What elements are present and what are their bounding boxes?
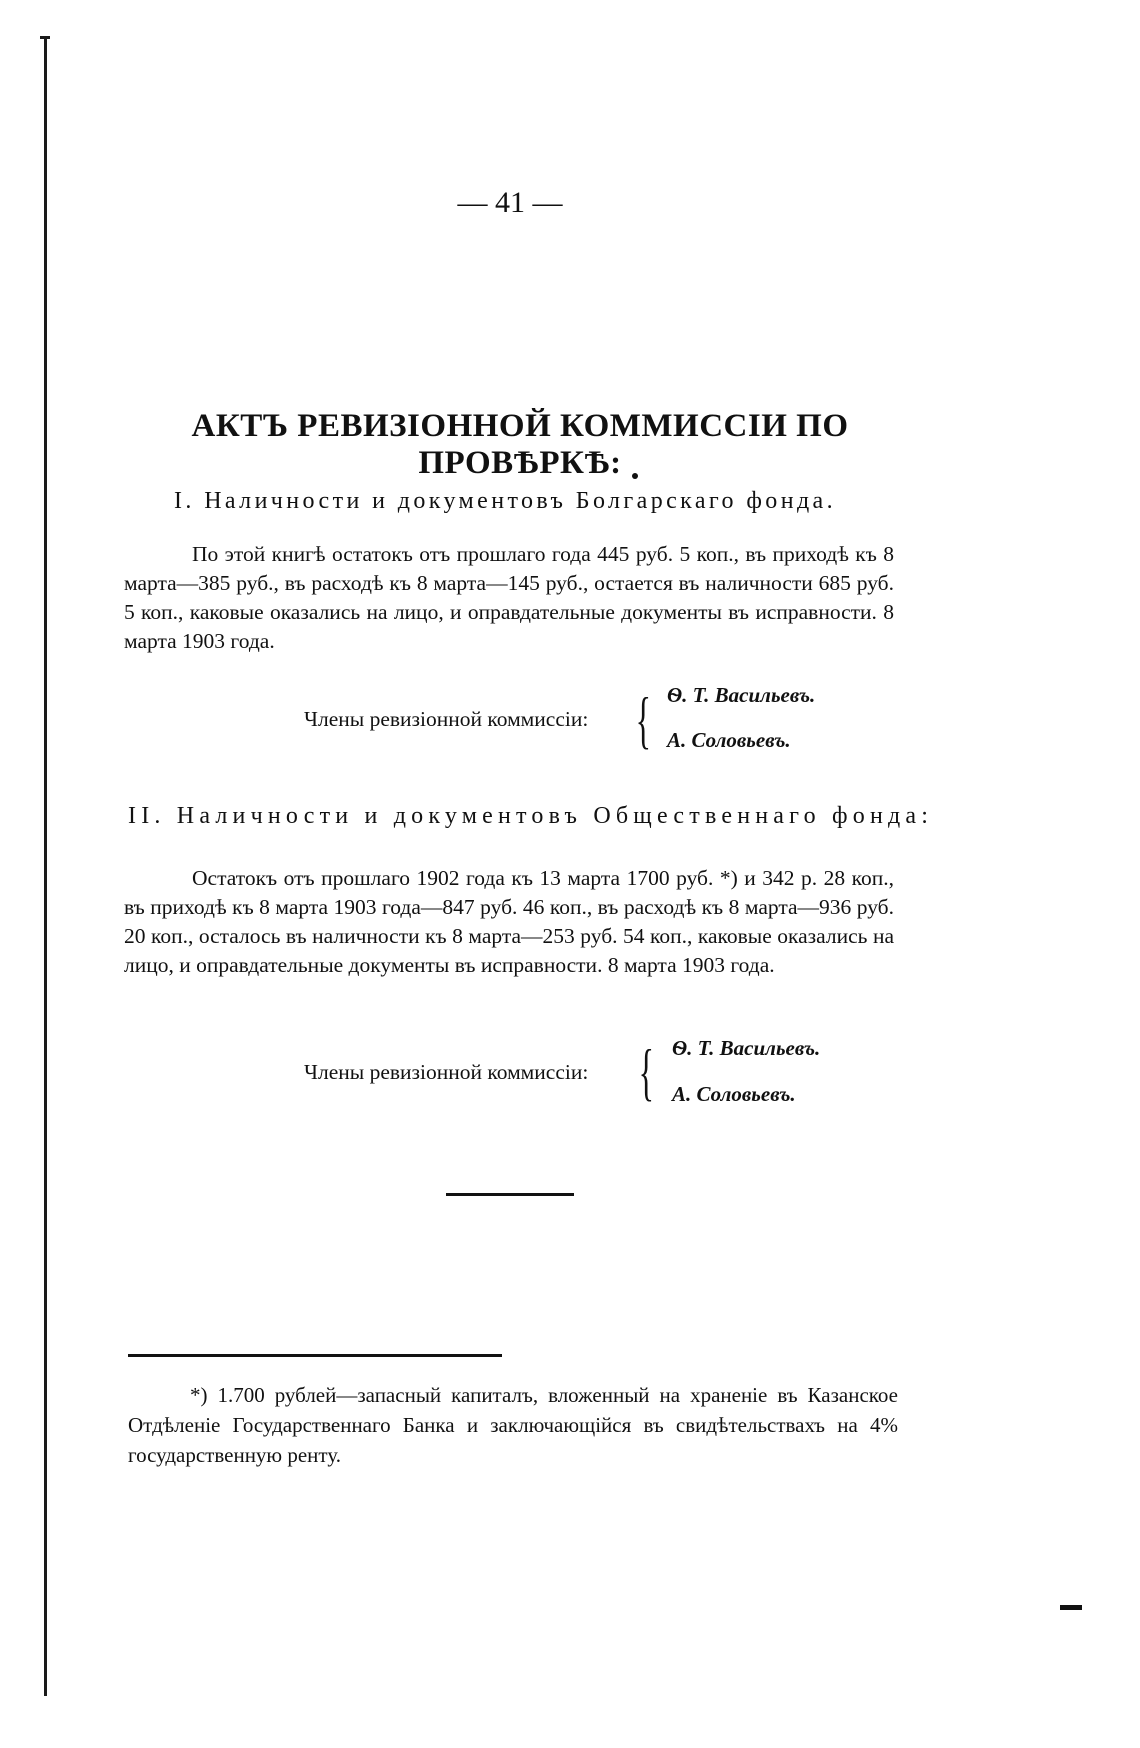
section-2-paragraph-text: Остатокъ отъ прошлаго 1902 года къ 13 марта 1700 руб. *) и 342 р. 28 коп., въ приходѣ къ 8 марта 1903 года—847 руб. 46 коп., въ расходѣ къ 8 марта—936 руб. 20 коп., осталось въ наличности къ 8 марта—253 руб. 54 коп., каковые оказались на лицо, и оправдательные документы въ исправности. 8 марта 1903 года. [124,866,894,977]
section-1-signature-soloviev: А. Соловьевъ. [667,728,791,752]
section-1-members-label: Члены ревизiонной коммиссiи: [304,707,589,731]
section-2-heading: II. Наличности и документовъ Общественнаго фонда: [128,803,934,829]
section-2-members-label: Члены ревизiонной коммиссiи: [304,1060,589,1084]
page-edge-tick [40,36,50,39]
stray-dot [632,473,638,479]
section-1-paragraph [124,540,894,656]
page-number: — 41 — [457,186,563,219]
section-1-paragraph-text: По этой книгѣ остатокъ отъ прошлаго года 445 руб. 5 коп., въ приходѣ къ 8 марта—385 руб., въ расходѣ къ 8 марта—145 руб., остается въ наличности 685 руб. 5 коп., каковые оказались на лицо, и оправдательные документы въ исправности. 8 марта 1903 года. [124,542,894,653]
section-2-paragraph [124,864,894,980]
section-1-brace: { [635,684,652,755]
footnote [128,1380,898,1470]
footnote-text: *) 1.700 рублей—запасный капиталъ, вложенный на храненiе въ Казанское Отдѣленiе Государственнаго Банка и заключающiйся въ свидѣтельствахъ на 4% государственную ренту. [128,1383,898,1467]
section-2-brace: { [638,1036,655,1107]
section-2-signature-soloviev: А. Соловьевъ. [672,1082,796,1106]
section-divider [446,1193,574,1196]
section-1-heading: I. Наличности и документовъ Болгарскаго фонда. [174,488,837,514]
document-title: АКТЪ РЕВИЗIОННОЙ КОММИССIИ ПО ПРОВѢРКѢ: [191,408,849,481]
section-1-signature-vasiliev: Ѳ. Т. Васильевъ. [667,683,816,707]
page-edge-line [44,36,47,1696]
margin-mark [1060,1605,1082,1610]
footnote-rule [128,1354,502,1357]
section-2-signature-vasiliev: Ѳ. Т. Васильевъ. [672,1036,821,1060]
